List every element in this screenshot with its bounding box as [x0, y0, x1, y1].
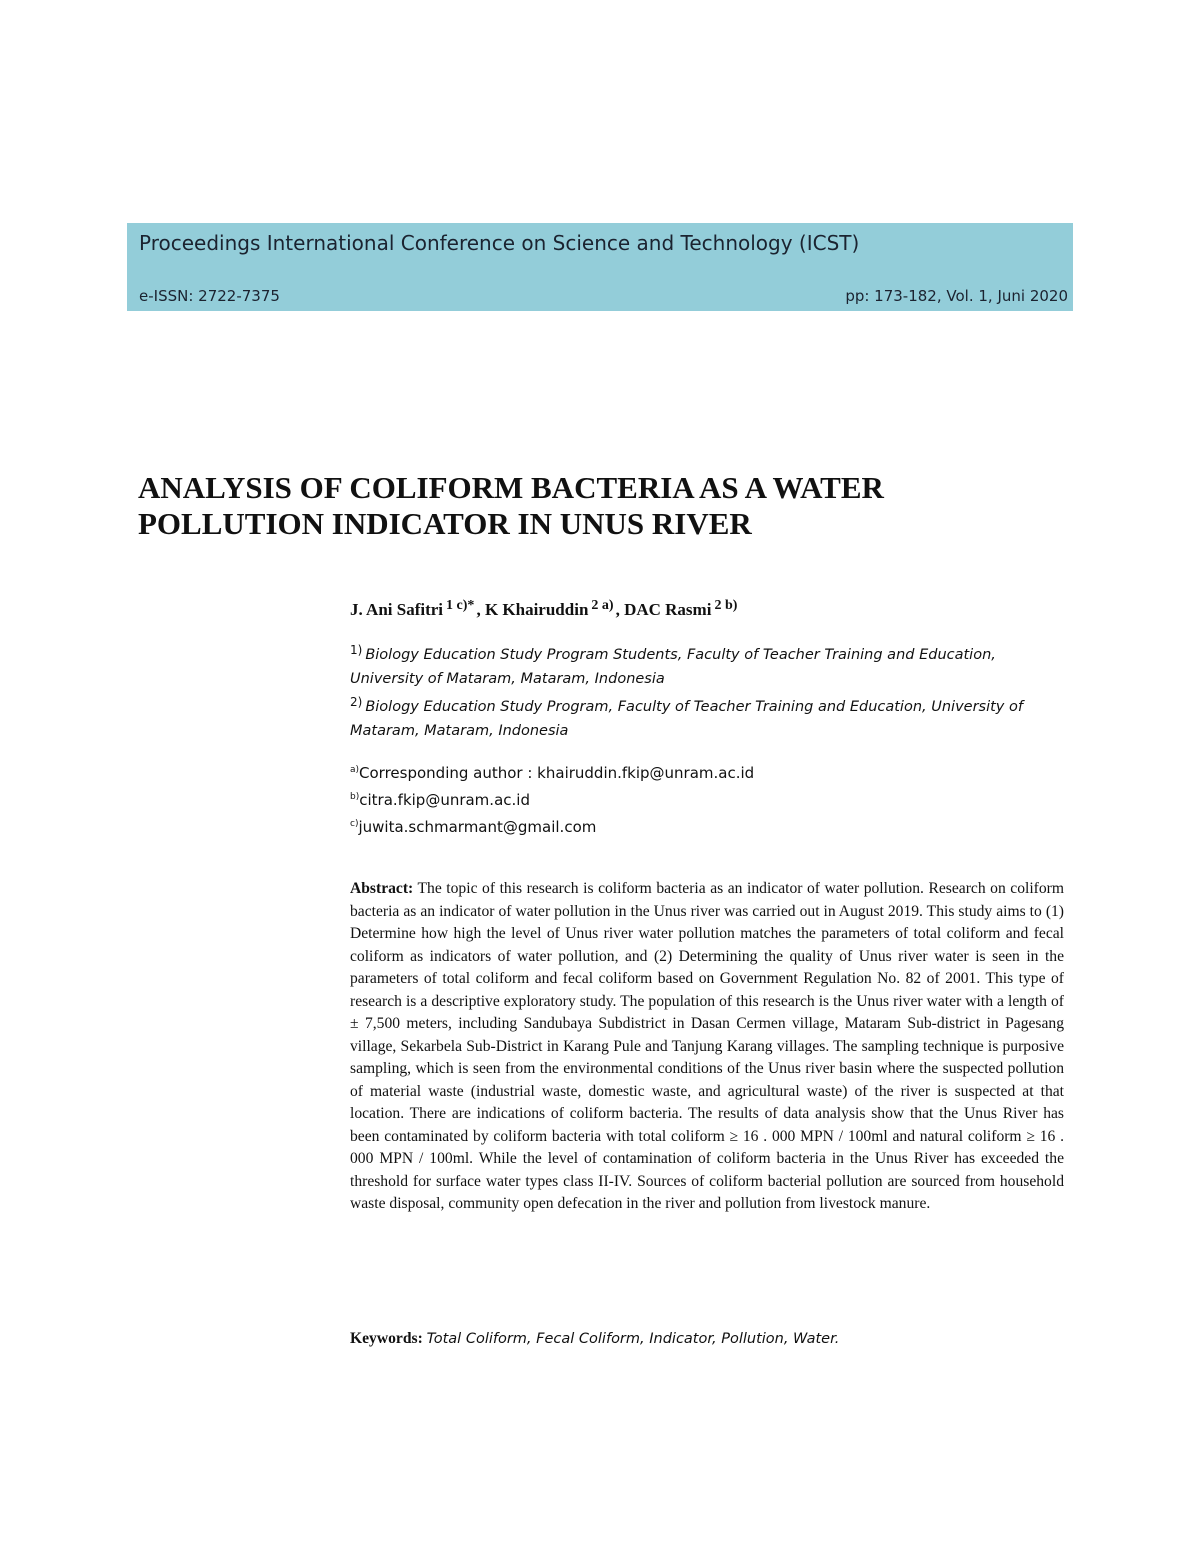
journal-header-banner	[127, 223, 1073, 311]
affiliation-2	[350, 690, 1030, 743]
abstract-text: The topic of this research is coliform bacteria as an indicator of water pollution. Research on coliform bacteria as an indicator of water pollution in the Unus river was carried out in August 2019. This study aims to (1) Determine how high the level of Unus river water pollution matches the parameters of total coliform and fecal coliform as indicators of water pollution, and (2) Determining the quality of Unus river water is seen in the parameters of total coliform and fecal coliform based on Government Regulation No. 82 of 2001. This type of research is a descriptive exploratory study. The population of this research is the Unus river water with a length of ± 7,500 meters, including Sandubaya Subdistrict in Dasan Cermen village, Mataram Sub-district in Pagesang village, Sekarbela Sub-District in Karang Pule and Tanjung Karang villages. The sampling technique is purposive sampling, which is seen from the environmental conditions of the Unus river basin where the suspected pollution of material waste (industrial waste, domestic waste, and agricultural waste) of the river is suspected at that location. There are indications of coliform bacteria. The results of data analysis show that the Unus River has been contaminated by coliform bacteria with total coliform ≥ 16 . 000 MPN / 100ml and natural coliform ≥ 16 . 000 MPN / 100ml. While the level of contamination of coliform bacteria in the Unus River has exceeded the threshold for surface water types class II-IV. Sources of coliform bacterial pollution are sourced from household waste disposal, community open defecation in the river and pollution from livestock manure.	[350, 880, 1064, 1212]
affiliation-text: Biology Education Study Program Students, Faculty of Teacher Training and Education, University of Mataram, Mataram, Indonesia	[350, 647, 996, 687]
title-line-1: ANALYSIS OF COLIFORM BACTERIA AS A WATER	[138, 470, 884, 505]
author-affil-marker: 2 a)	[591, 598, 614, 613]
email-marker: c)	[350, 819, 359, 829]
pages-volume: pp: 173-182, Vol. 1, Juni 2020	[845, 287, 1068, 305]
keywords-label: Keywords:	[350, 1330, 423, 1347]
author-separator: ,	[615, 600, 625, 619]
title-line-2: POLLUTION INDICATOR IN UNUS RIVER	[138, 506, 752, 541]
email-item	[350, 785, 754, 812]
author-affil-marker: 2 b)	[714, 598, 738, 613]
email-marker: a)	[350, 765, 360, 775]
abstract	[350, 878, 1064, 1216]
issn: e-ISSN: 2722-7375	[139, 287, 280, 305]
author-separator: ,	[476, 600, 485, 619]
author-affil-marker: 1 c)*	[446, 598, 475, 613]
email-text: juwita.schmarmant@gmail.com	[358, 818, 597, 836]
author-name: K Khairuddin	[484, 600, 589, 619]
email-list	[350, 758, 754, 839]
email-text: citra.fkip@unram.ac.id	[359, 791, 530, 809]
email-item	[350, 812, 754, 839]
paper-title	[138, 470, 1038, 542]
keywords-text: Total Coliform, Fecal Coliform, Indicator, Pollution, Water.	[426, 1331, 840, 1347]
affiliation-marker: 1)	[350, 643, 363, 657]
email-marker: b)	[350, 792, 360, 802]
keywords	[350, 1330, 1064, 1348]
email-text: Corresponding author : khairuddin.fkip@unram.ac.id	[359, 764, 755, 782]
conference-name: Proceedings International Conference on Science and Technology (ICST)	[139, 231, 860, 255]
author-name: DAC Rasmi	[624, 600, 712, 619]
author-list	[350, 598, 739, 620]
affiliation-1	[350, 638, 1030, 691]
affiliation-marker: 2)	[350, 695, 363, 709]
affiliation-text: Biology Education Study Program, Faculty of Teacher Training and Education, University of Mataram, Mataram, Indonesia	[350, 699, 1023, 739]
email-item	[350, 758, 754, 785]
author-name: J. Ani Safitri	[350, 600, 444, 619]
abstract-label: Abstract:	[350, 880, 414, 897]
